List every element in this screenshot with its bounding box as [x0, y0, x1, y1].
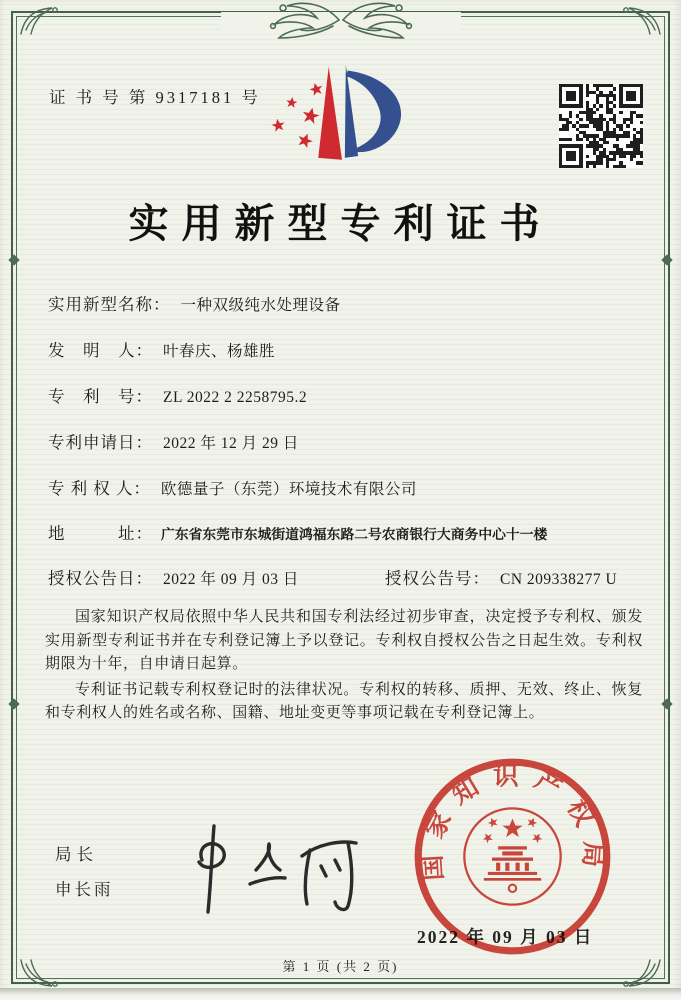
- legal-paragraph-2: 专利证书记载专利权登记时的法律状况。专利权的转移、质押、无效、终止、恢复和专利权人的姓名或名称、国籍、地址变更等事项记载在专利登记簿上。: [45, 681, 643, 721]
- seal-date: 2022 年 09 月 03 日: [417, 927, 594, 947]
- edge-ornament-icon: [661, 698, 672, 709]
- field-row-patent-number: [48, 383, 647, 407]
- legal-paragraph-1: 国家知识产权局依照中华人民共和国专利法经过初步审查，决定授予专利权、颁发实用新型专利证书并在专利登记簿上予以登记。专利权自授权公告之日起生效。专利权期限为十年，自申请日起算。: [45, 609, 643, 672]
- field-row-inventor: [48, 337, 647, 361]
- floral-ornament-icon: [221, 0, 461, 42]
- field-row-grant: [48, 565, 647, 589]
- field-value: 2022 年 12 月 29 日: [163, 435, 299, 452]
- field-value: 一种双级纯水处理设备: [180, 297, 341, 314]
- signer-name: 申长雨: [55, 880, 114, 899]
- field-label: 授权公告日：: [48, 569, 153, 588]
- edge-ornament-icon: [661, 254, 672, 265]
- field-label: 地 址：: [48, 524, 153, 543]
- corner-ornament-icon: [617, 4, 663, 38]
- signature-icon: [138, 812, 370, 920]
- field-value: CN 209338277 U: [500, 571, 618, 588]
- official-seal-icon: [410, 754, 615, 959]
- cnipa-logo-icon: [266, 60, 418, 176]
- corner-ornament-icon: [18, 4, 64, 38]
- edge-ornament-icon: [8, 698, 19, 709]
- field-label: 专 利 号：: [48, 387, 153, 406]
- page-footer: 第 1 页 (共 2 页): [282, 959, 399, 974]
- field-row-patentee: [48, 475, 647, 499]
- signer-role: 局长: [55, 845, 98, 864]
- field-row-address: [48, 520, 647, 544]
- grant-number-pair: [385, 565, 617, 589]
- field-label: 专 利 权 人：: [48, 479, 151, 498]
- field-label: 实用新型名称：: [48, 295, 171, 314]
- field-value: 广东省东莞市东城街道鸿福东路二号农商银行大商务中心十一楼: [161, 527, 548, 542]
- field-label: 授权公告号：: [385, 569, 490, 588]
- edge-ornament-icon: [8, 254, 19, 265]
- field-value: ZL 2022 2 2258795.2: [163, 389, 308, 406]
- page-title: 实用新型专利证书: [128, 201, 553, 246]
- field-label: 专利申请日：: [48, 433, 153, 452]
- field-row-name: [48, 291, 647, 315]
- legal-text: [45, 606, 643, 728]
- field-label: 发 明 人：: [48, 341, 153, 360]
- seal-text: 国家知识产权局: [416, 761, 609, 882]
- field-value: 欧德量子（东莞）环境技术有限公司: [160, 481, 417, 498]
- qr-code-icon: [559, 84, 643, 168]
- field-row-filing-date: [48, 429, 647, 453]
- scan-edge-strip: [0, 988, 681, 1000]
- field-value: 2022 年 09 月 03 日: [163, 571, 299, 588]
- certificate-number: 证 书 号 第 9317181 号: [49, 88, 261, 107]
- field-value: 叶春庆、杨雄胜: [163, 343, 276, 360]
